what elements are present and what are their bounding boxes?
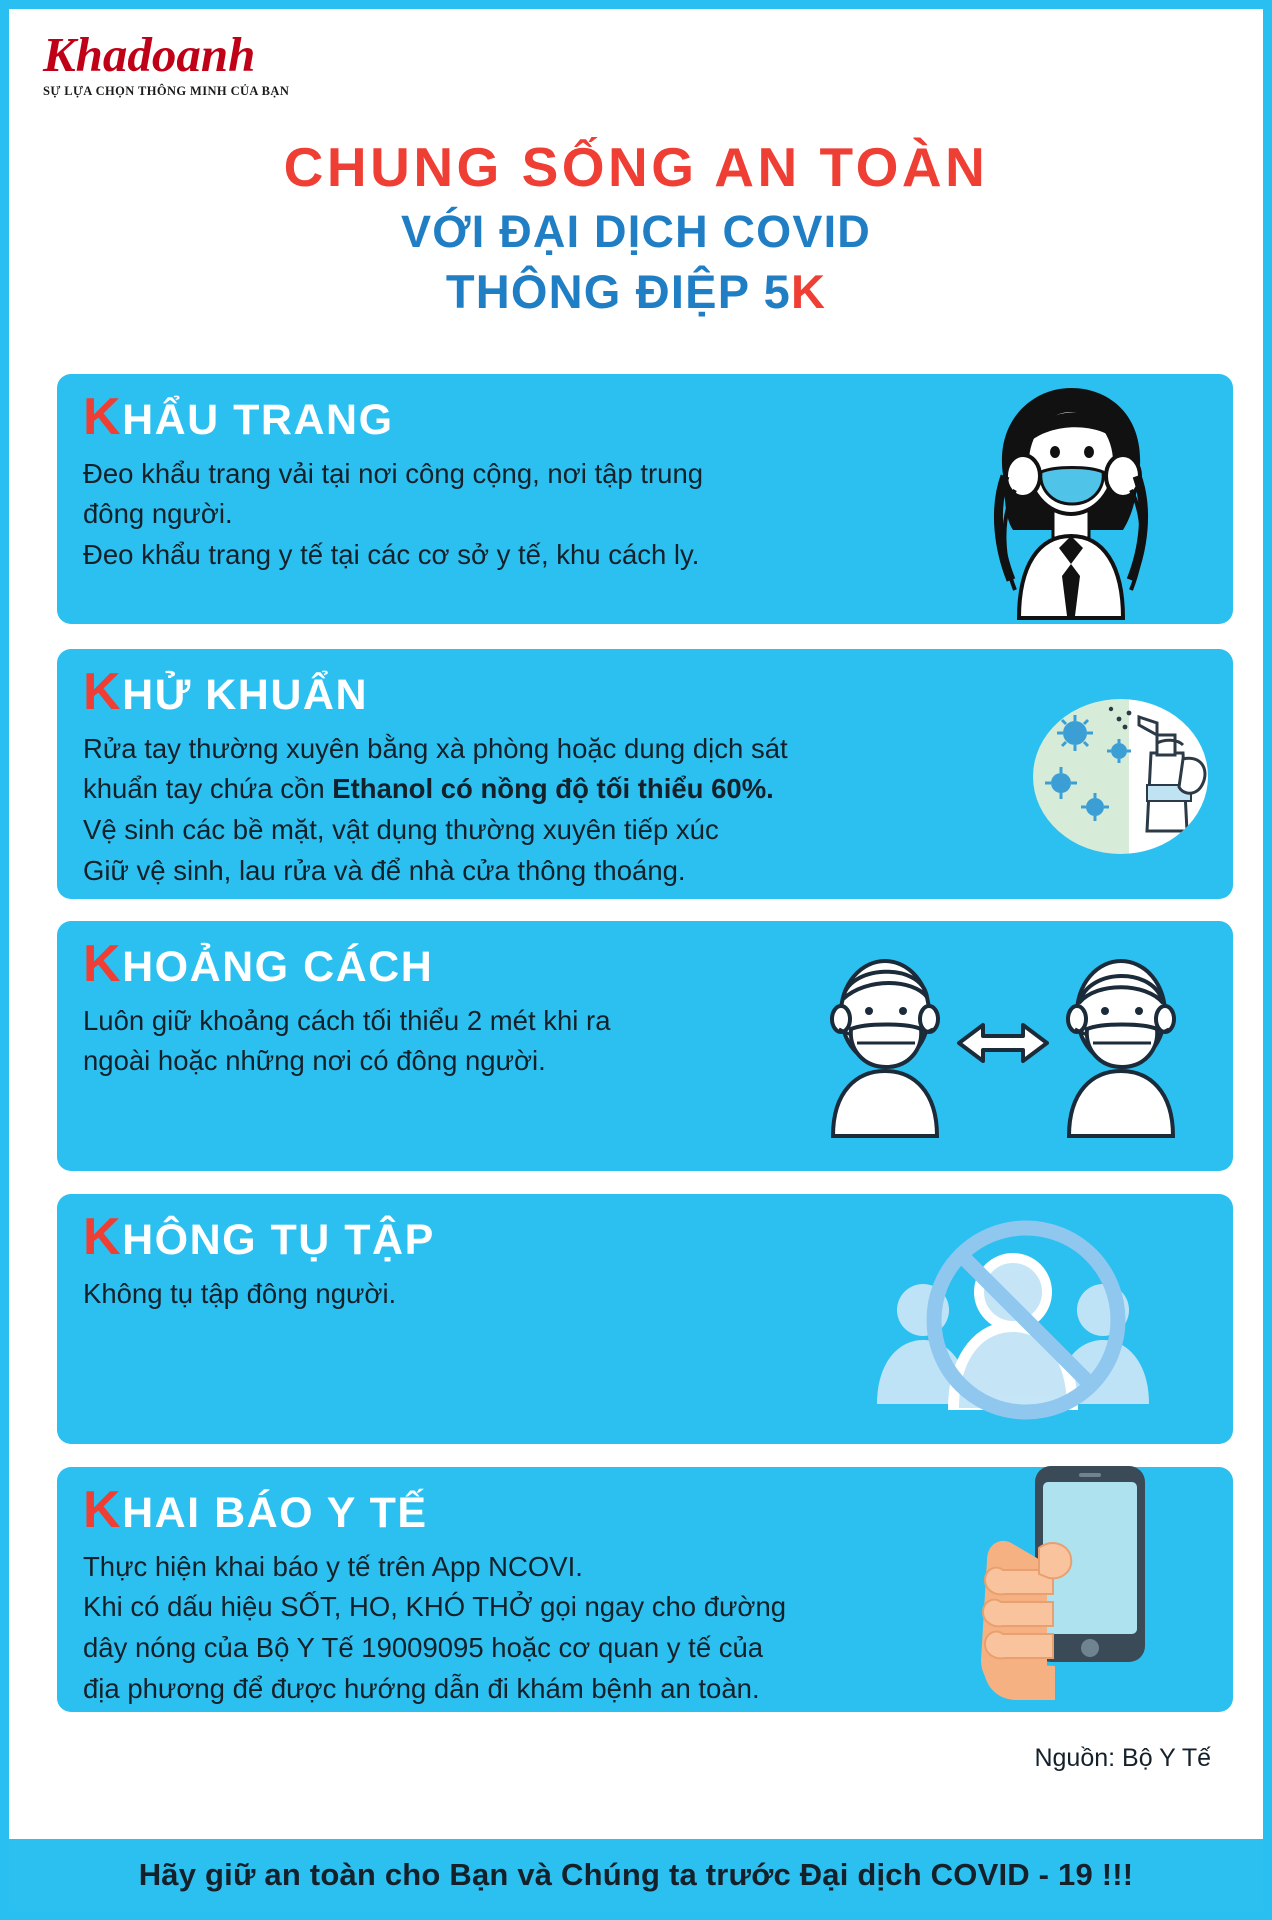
title-line-1: CHUNG SỐNG AN TOÀN	[283, 136, 989, 198]
disinfect-circle-backdrop	[1033, 699, 1208, 854]
card-line: Khi có dấu hiệu SỐT, HO, KHÓ THỞ gọi ngay cho đường	[83, 1591, 787, 1623]
card-body-khoang-cach	[83, 1001, 883, 1082]
card-line: Không tụ tập đông người.	[83, 1277, 397, 1309]
card-body-khong-tu-tap	[83, 1274, 883, 1315]
card-line: khuẩn tay chứa cồn Ethanol có nồng độ tối thiểu 60%.	[83, 773, 774, 805]
title-line-3-prefix: THÔNG ĐIỆP 5	[445, 265, 792, 319]
page-title	[9, 137, 1263, 322]
card-body-khai-bao-y-te	[83, 1547, 1073, 1710]
card-title-rest: HAI BÁO Y TẾ	[122, 1489, 428, 1537]
card-line: Thực hiện khai báo y tế trên App NCOVI.	[83, 1550, 583, 1582]
brand-logo	[43, 29, 343, 99]
highlight-text: Ethanol có nồng độ tối thiểu 60%.	[332, 773, 774, 805]
card-body-khu-khuan	[83, 729, 1073, 892]
card-line: Luôn giữ khoảng cách tối thiểu 2 mét khi ra	[83, 1004, 611, 1036]
card-khoang-cach	[57, 921, 1233, 1171]
card-line: Giữ vệ sinh, lau rửa và để nhà cửa thông thoáng.	[83, 854, 686, 886]
title-line-2: VỚI ĐẠI DỊCH COVID	[400, 205, 872, 257]
source-credit: Nguồn: Bộ Y Tế	[1034, 1744, 1211, 1772]
no-gathering-illustration	[853, 1214, 1173, 1424]
title-line-3	[9, 263, 1263, 322]
card-khai-bao-y-te	[57, 1467, 1233, 1712]
social-distance-illustration	[813, 951, 1193, 1131]
card-title-rest: HẨU TRANG	[122, 396, 394, 444]
card-line: đông người.	[83, 498, 233, 530]
card-body-khau-trang	[83, 454, 883, 576]
card-line: Đeo khẩu trang vải tại nơi công cộng, nơi tập trung	[83, 457, 704, 489]
card-initial: K	[83, 663, 123, 721]
hand-holding-phone-illustration	[943, 1452, 1183, 1702]
title-line-3-k: K	[791, 265, 827, 319]
woman-wearing-mask-illustration	[943, 380, 1193, 620]
card-khau-trang	[57, 374, 1233, 624]
card-line: Vệ sinh các bề mặt, vật dụng thường xuyên tiếp xúc	[83, 814, 719, 846]
card-title-rest: HOẢNG CÁCH	[122, 943, 434, 991]
card-initial: K	[83, 935, 123, 993]
card-line: dây nóng của Bộ Y Tế 19009095 hoặc cơ quan y tế của	[83, 1632, 764, 1664]
card-initial: K	[83, 1481, 123, 1539]
card-khu-khuan	[57, 649, 1233, 899]
card-line: ngoài hoặc những nơi có đông người.	[83, 1045, 546, 1077]
brand-name: Khadoanh	[43, 27, 256, 82]
card-initial: K	[83, 388, 123, 446]
card-line: Đeo khẩu trang y tế tại các cơ sở y tế, khu cách ly.	[83, 539, 700, 571]
card-line: địa phương để được hướng dẫn đi khám bệnh an toàn.	[83, 1672, 760, 1704]
brand-tagline: SỰ LỰA CHỌN THÔNG MINH CỦA BẠN	[43, 84, 290, 99]
card-initial: K	[83, 1208, 123, 1266]
card-khong-tu-tap	[57, 1194, 1233, 1444]
card-title-rest: HÔNG TỤ TẬP	[122, 1216, 435, 1264]
card-line: Rửa tay thường xuyên bằng xà phòng hoặc dung dịch sát	[83, 732, 788, 764]
footer-text: Hãy giữ an toàn cho Bạn và Chúng ta trước Đại dịch COVID - 19 !!!	[138, 1857, 1134, 1892]
footer-bar	[9, 1839, 1263, 1911]
disinfectant-spray-illustration	[1033, 699, 1223, 859]
card-title-rest: HỬ KHUẨN	[122, 671, 369, 719]
